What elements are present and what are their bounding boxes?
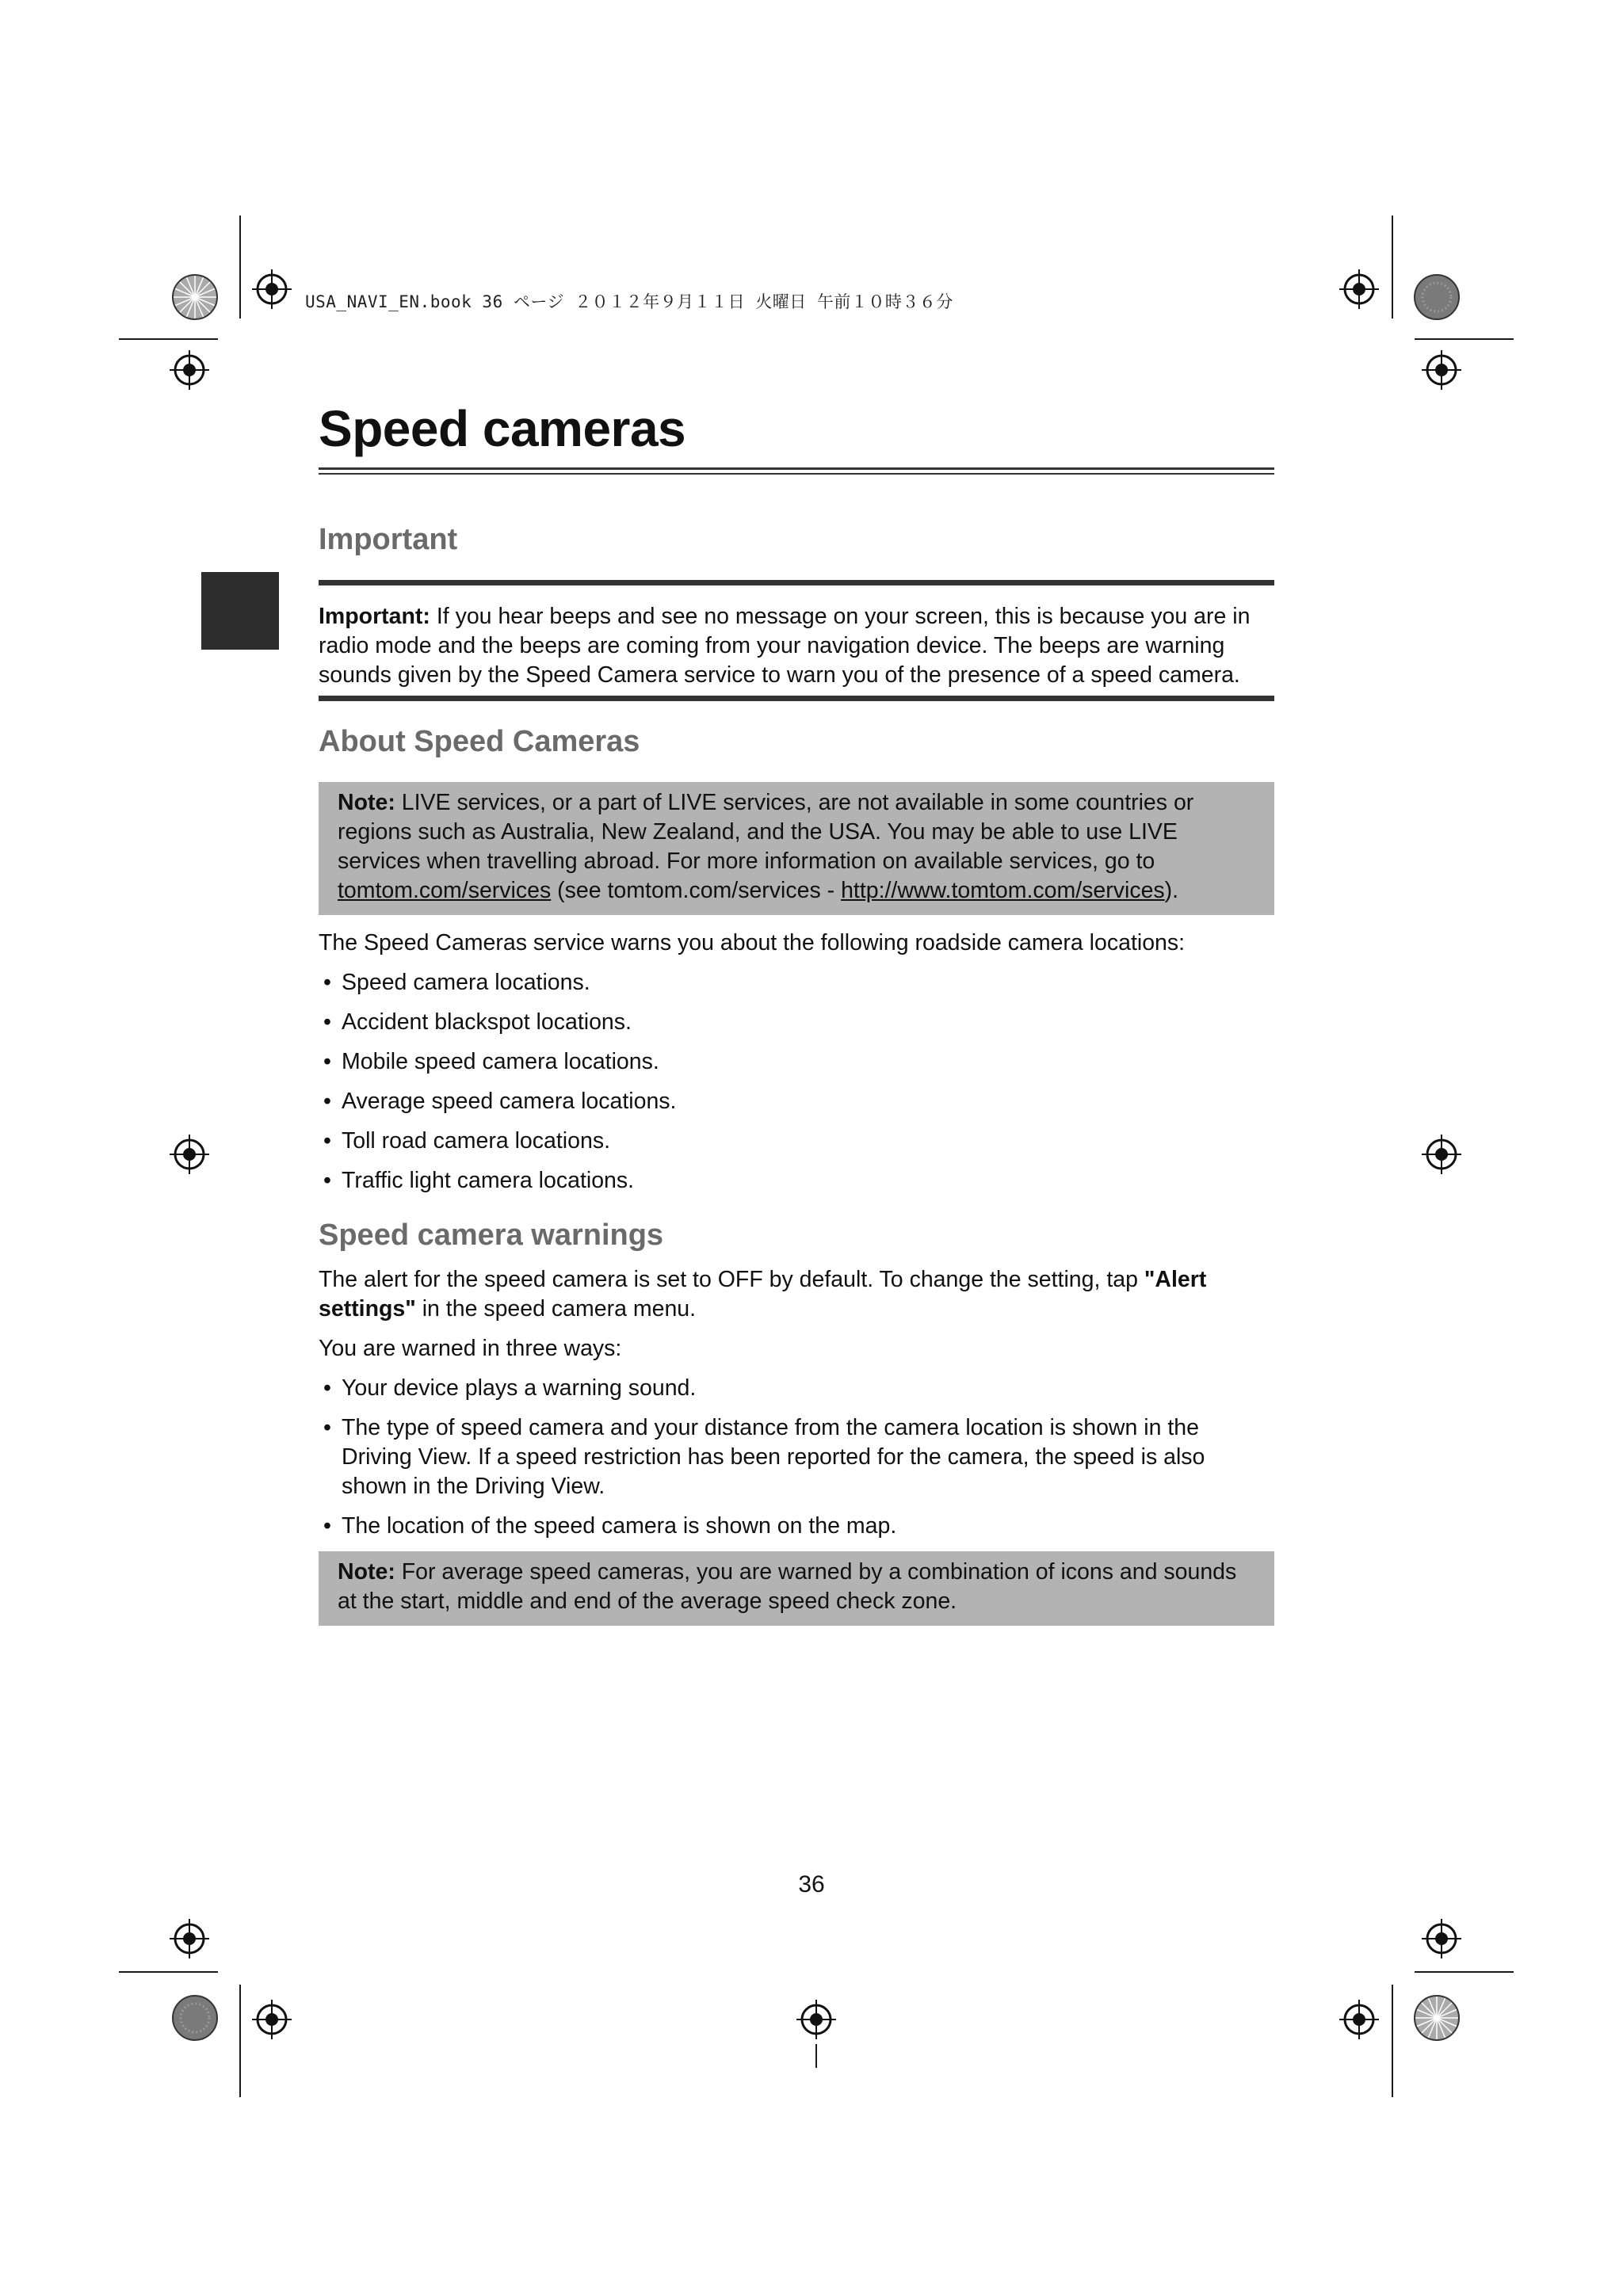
note-text: For average speed cameras, you are warned by a combination of icons and sounds at the start, middle and end of the average speed check zone. — [338, 1559, 1237, 1614]
section-rule — [319, 696, 1274, 701]
heading-about: About Speed Cameras — [319, 725, 640, 758]
note-box-average-speed — [319, 1551, 1274, 1626]
page-title: Speed cameras — [319, 400, 686, 457]
starburst-target-icon — [171, 273, 219, 321]
note-label: Note: — [338, 1559, 395, 1585]
crop-line — [239, 1985, 241, 2097]
registration-mark-icon — [170, 1919, 209, 1958]
about-intro: The Speed Cameras service warns you about the following roadside camera locations: — [319, 930, 1186, 955]
title-rule — [319, 473, 1274, 475]
heading-warnings: Speed camera warnings — [319, 1219, 664, 1252]
warned-paragraph: You are warned in three ways: — [319, 1336, 622, 1361]
important-paragraph — [319, 602, 1274, 690]
crop-line — [1415, 1971, 1514, 1973]
title-rule — [319, 467, 1274, 470]
heading-important: Important — [319, 523, 458, 556]
crop-line — [1392, 1985, 1393, 2097]
crop-line — [239, 215, 241, 318]
registration-mark-icon — [1422, 1135, 1461, 1174]
crop-line — [1392, 215, 1393, 318]
note-end: ). — [1164, 878, 1179, 903]
grey-dot-target-icon — [1413, 273, 1461, 321]
important-label: Important: — [319, 604, 430, 629]
grey-dot-target-icon — [171, 1994, 219, 2042]
starburst-target-icon — [1413, 1994, 1461, 2042]
page-number: 36 — [798, 1871, 825, 1897]
registration-mark-icon — [1339, 2000, 1379, 2039]
services-url-link[interactable]: http://www.tomtom.com/services — [841, 878, 1165, 903]
chapter-tab — [201, 572, 279, 650]
important-text: If you hear beeps and see no message on your screen, this is because you are in radio mode and the beeps are coming from your navigation device. The beeps are warning sounds given by the Speed Camera service to warn you of the presence of a speed camera. — [319, 604, 1251, 688]
services-link[interactable]: tomtom.com/services — [338, 878, 552, 903]
note-text: LIVE services, or a part of LIVE services, are not available in some countries or regions such as Australia, New Zealand, and the USA. You may be able to use LIVE services when travelling abroad. For more information on available services, go to — [338, 790, 1194, 874]
section-rule — [319, 580, 1274, 585]
registration-mark-icon — [252, 2000, 292, 2039]
registration-mark-icon — [1422, 350, 1461, 390]
crop-line — [815, 2044, 817, 2068]
registration-mark-icon — [170, 350, 209, 390]
alert-paragraph: The alert for the speed camera is set to OFF by default. To change the setting, tap "Alert settings" in the speed camera menu. — [319, 1267, 1207, 1322]
crop-line — [119, 1971, 218, 1973]
registration-mark-icon — [1422, 1919, 1461, 1958]
registration-mark-icon — [170, 1135, 209, 1174]
note-box-live-services — [319, 782, 1274, 915]
alert-settings-label: "Alert settings" — [319, 1267, 1207, 1322]
note-label: Note: — [338, 790, 395, 815]
registration-mark-icon — [252, 269, 292, 309]
registration-mark-icon — [1339, 269, 1379, 309]
print-header: USA_NAVI_EN.book 36 ページ ２０１２年９月１１日 火曜日 午前１０時３６分 — [305, 292, 953, 311]
note-middle: (see tomtom.com/services - — [551, 878, 842, 903]
registration-mark-icon — [796, 2000, 836, 2039]
crop-line — [119, 338, 218, 340]
crop-line — [1415, 338, 1514, 340]
